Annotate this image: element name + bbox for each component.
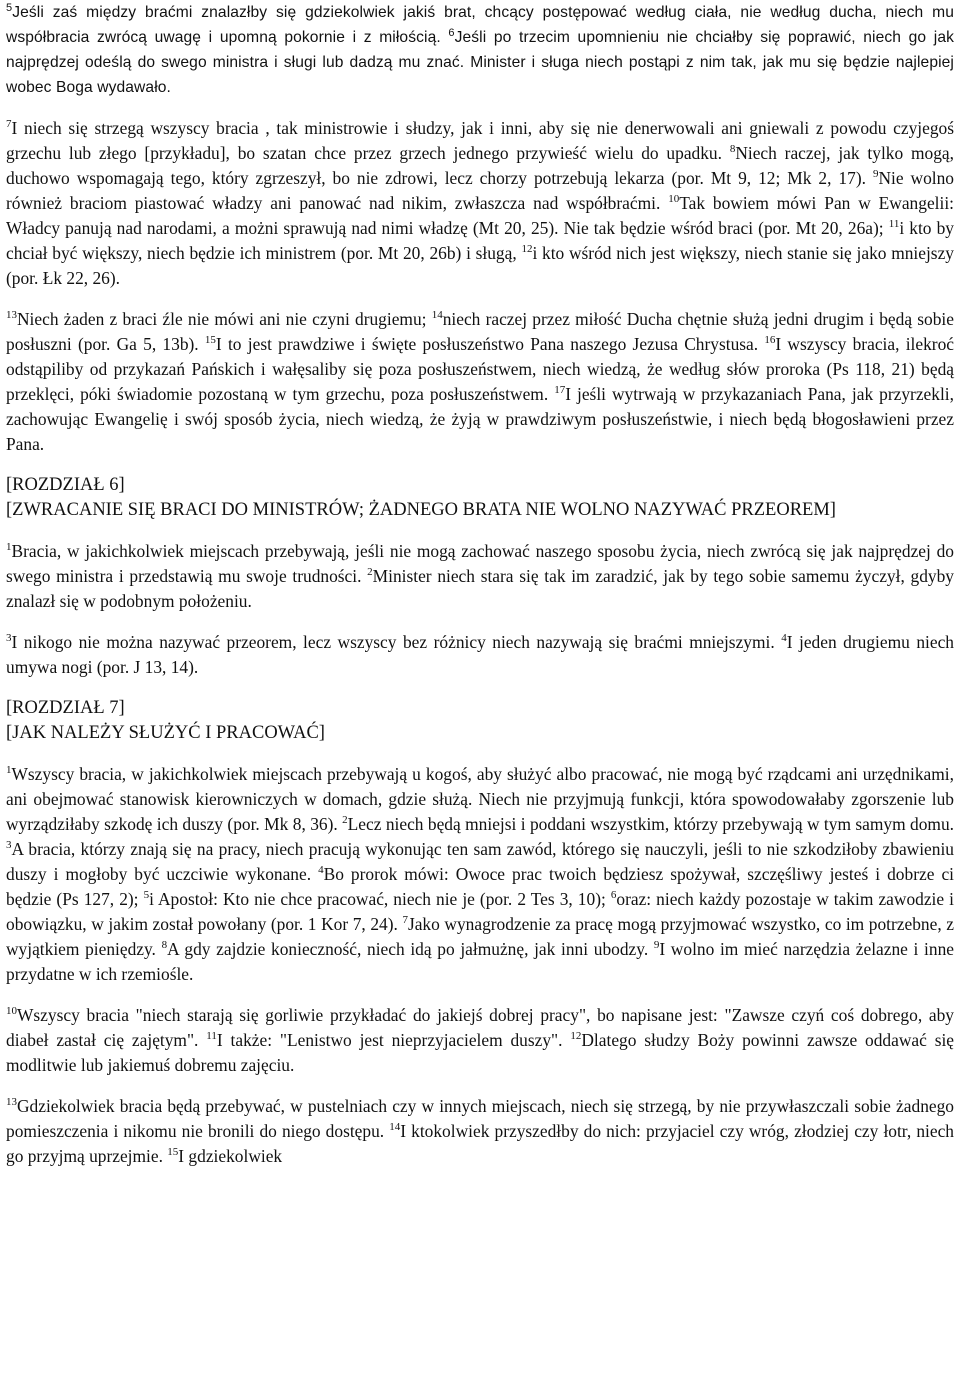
paragraph (6, 539, 954, 614)
verse-text: Tak bowiem mówi Pan w Ewangelii: Władcy panują nad narodami, a możni sprawują nad nimi władzę (Mt 20, 25). Nie tak będzie wśród braci (por. Mt 20, 26a); (6, 193, 954, 238)
verse-number: 3 (6, 839, 12, 852)
verse-text: Lecz niech będą mniejsi i poddani wszystkim, którzy przebywają w tym samym domu. (347, 814, 954, 834)
verse-number: 6 (448, 26, 455, 39)
verse-text: Jeśli po trzecim upomnieniu nie chciałby się poprawić, niech go jak najprędzej odeślą do swego ministra i sługi lub dadzą mu znać. Minister i sługa niech postąpi z nim tak, jak mu się będzie najlepiej wobec Boga wydawało. (6, 29, 955, 96)
verse-text: i kto wśród nich jest większy, niech stanie się jako mniejszy (por. Łk 22, 26). (6, 243, 954, 288)
paragraph (6, 0, 954, 100)
verse-text: niech raczej przez miłość Ducha chętnie służą jedni drugim i będą sobie posłuszni (por. Ga 5, 13b). (6, 309, 954, 354)
verse-number: 10 (6, 1005, 17, 1018)
verse-number: 1 (6, 541, 12, 554)
verse-text: Dlatego słudzy Boży powinni zawsze oddawać się modlitwie lub jakiemuś dobremu zajęciu. (6, 1030, 955, 1075)
chapter-heading (6, 696, 954, 746)
verse-text: i kto by chciał być większy, niech będzie ich ministrem (por. Mt 20, 26b) i sługą, (6, 218, 954, 263)
verse-text: A gdy zajdzie konieczność, niech idą po jałmużnę, jak inni ubodzy. (167, 939, 654, 959)
paragraph (6, 630, 954, 680)
verse-text: I niech się strzegą wszyscy bracia , tak ministrowie i słudzy, jak i inni, aby się nie denerwowali ani gniewali z powodu czyjegoś grzechu lub złego [przykładu], bo szatan chce przez grzech jednego przywieść wielu do upadku. (6, 118, 954, 163)
verse-text: I jeśli wytrwają w przykazaniach Pana, jak przyrzekli, zachowując Ewangelię i swój sposób życia, niech wiedzą, że żyją w prawdziwym posłuszeństwie, i niech będą błogosławieni przez Pana. (6, 384, 954, 454)
verse-number: 11 (206, 1030, 217, 1043)
verse-number: 13 (6, 309, 17, 322)
verse-text: Bo prorok mówi: Owoce prac twoich będziesz spożywał, szczęśliwy jesteś i dobrze ci będzie (Ps 127, 2); (6, 864, 954, 909)
verse-number: 8 (161, 939, 168, 952)
verse-number: 4 (781, 632, 787, 645)
verse-number: 15 (167, 1146, 179, 1159)
verse-number: 5 (143, 889, 150, 902)
verse-text: oraz: niech każdy pozostaje w takim zawodzie i obowiązku, w jakim został powołany (por. 1 Kor 7, 24). (6, 889, 954, 934)
paragraph (6, 1003, 954, 1078)
verse-number: 14 (431, 309, 443, 322)
paragraph-gap (6, 291, 954, 307)
verse-number: 15 (204, 334, 216, 347)
paragraph-gap (6, 746, 954, 762)
verse-number: 7 (402, 914, 408, 927)
paragraph (6, 116, 954, 291)
verse-number: 9 (872, 168, 879, 181)
chapter-number: [ROZDZIAŁ 7] (6, 698, 125, 718)
verse-text: Wszyscy bracia, w jakichkolwiek miejscach przebywają u kogoś, aby służyć albo pracować, nie mogą być rządcami ani urzędnikami, ani obejmować stanowisk kierowniczych w domach, gdzie służą. Niech nie przyjmują funkcji, która spowodowałaby zgorszenie lub wyrządziłaby szkodę ich duszy (por. Mk 8, 36). (6, 764, 954, 834)
paragraph-gap (6, 1078, 954, 1094)
verse-text: I gdziekolwiek (178, 1146, 283, 1166)
verse-number: 14 (389, 1121, 401, 1134)
verse-text: Wszyscy bracia "niech starają się gorliwie przykładać do jakiejś dobrej pracy", bo napisane jest: "Zawsze czyń coś dobrego, aby diabeł zastał cię zajętym". (6, 1005, 954, 1050)
verse-text: Jako wynagrodzenie za pracę mogą przyjmować wszystko, co im potrzebne, z wyjątkiem pieniędzy. (6, 914, 954, 959)
verse-number: 5 (6, 1, 13, 14)
verse-number: 8 (729, 143, 736, 156)
verse-number: 7 (6, 118, 12, 131)
paragraph (6, 762, 954, 987)
verse-text: Bracia, w jakichkolwiek miejscach przebywają, jeśli nie mogą zachować naszego sposobu życia, niech zwrócą się jak najprędzej do swego ministra i przedstawią mu swoje trudności. (6, 541, 954, 586)
verse-text: Niech raczej, jak tylko mogą, duchowo wspomagają tego, który zgrzeszył, bo nie zdrowi, lecz chorzy potrzebują lekarza (por. Mt 9, 12; Mk 2, 17). (6, 143, 954, 188)
chapter-title: [ZWRACANIE SIĘ BRACI DO MINISTRÓW; ŻADNEGO BRATA NIE WOLNO NAZYWAĆ PRZEOREM] (6, 500, 836, 520)
verse-number: 9 (653, 939, 660, 952)
verse-text: I nikogo nie można nazywać przeorem, lecz wszyscy bez różnicy niech nazywają się braćmi mniejszymi. (11, 632, 782, 652)
verse-number: 2 (367, 566, 373, 579)
paragraph (6, 307, 954, 457)
chapter-title: [JAK NALEŻY SŁUŻYĆ I PRACOWAĆ] (6, 723, 325, 743)
paragraph-gap (6, 523, 954, 539)
verse-text: Nie wolno również braciom piastować władzy ani panować nad nikim, zwłaszcza nad współbraćmi. (6, 168, 954, 213)
verse-number: 2 (342, 814, 348, 827)
verse-text: I ktokolwiek przyszedłby do nich: przyjaciel czy wróg, złodziej czy łotr, niech go przyjmą uprzejmie. (6, 1121, 955, 1166)
verse-number: 1 (6, 764, 12, 777)
verse-text: Minister niech stara się tak im zaradzić, jak by tego sobie samemu życzył, gdyby znalazł się w podobnym położeniu. (6, 566, 954, 611)
verse-number: 3 (6, 632, 12, 645)
paragraph-gap (6, 100, 954, 116)
chapter-number: [ROZDZIAŁ 6] (6, 475, 125, 495)
verse-text: I to jest prawdziwe i święte posłuszeństwo Pana naszego Jezusa Chrystusa. (215, 334, 765, 354)
paragraph-gap (6, 680, 954, 696)
paragraph-gap (6, 987, 954, 1003)
verse-text: Gdziekolwiek bracia będą przebywać, w pustelniach czy w innych miejscach, niech się strzegą, by nie przywłaszczali sobie żadnego pomieszczenia i nikomu nie bronili do niego dostępu. (6, 1096, 954, 1141)
verse-text: Niech żaden z braci źle nie mówi ani nie czyni drugiemu; (17, 309, 432, 329)
verse-number: 13 (6, 1096, 17, 1109)
verse-number: 17 (554, 384, 566, 397)
paragraph-gap (6, 614, 954, 630)
paragraph-gap (6, 457, 954, 473)
verse-text: I wolno im mieć narzędzia żelazne i inne przydatne w ich rzemiośle. (6, 939, 954, 984)
chapter-heading (6, 473, 954, 523)
verse-number: 12 (521, 243, 533, 256)
verse-text: Jeśli zaś między braćmi znalazłby się gdziekolwiek jakiś brat, chcący postępować według ciała, nie według ducha, niech mu współbracia zwrócą uwagę i upomną pokornie i z miłością. (6, 4, 954, 46)
verse-number: 12 (570, 1030, 582, 1043)
verse-text: i Apostoł: Kto nie chce pracować, niech nie je (por. 2 Tes 3, 10); (149, 889, 611, 909)
verse-text: A bracia, którzy znają się na pracy, niech pracują wykonując ten sam zawód, którego się nauczyli, jeśli to nie szkodziłoby zbawieniu duszy i mogłoby być uczciwie wykonane. (6, 839, 954, 884)
verse-number: 4 (318, 864, 324, 877)
verse-text: I jeden drugiemu niech umywa nogi (por. J 13, 14). (6, 632, 954, 677)
verse-number: 6 (610, 889, 617, 902)
verse-number: 16 (764, 334, 776, 347)
paragraph (6, 1094, 954, 1169)
verse-text: I wszyscy bracia, ilekroć odstąpiliby od przykazań Pańskich i wałęsaliby się poza posłuszeństwem, niech wiedzą, że według słów proroka (Ps 118, 21) będą przeklęci, póki świadomie pozostaną w tym grzechu, poza posłuszeństwem. (6, 334, 954, 404)
verse-text: I także: "Lenistwo jest nieprzyjacielem duszy". (216, 1030, 571, 1050)
verse-number: 11 (888, 218, 900, 231)
verse-number: 10 (668, 193, 680, 206)
